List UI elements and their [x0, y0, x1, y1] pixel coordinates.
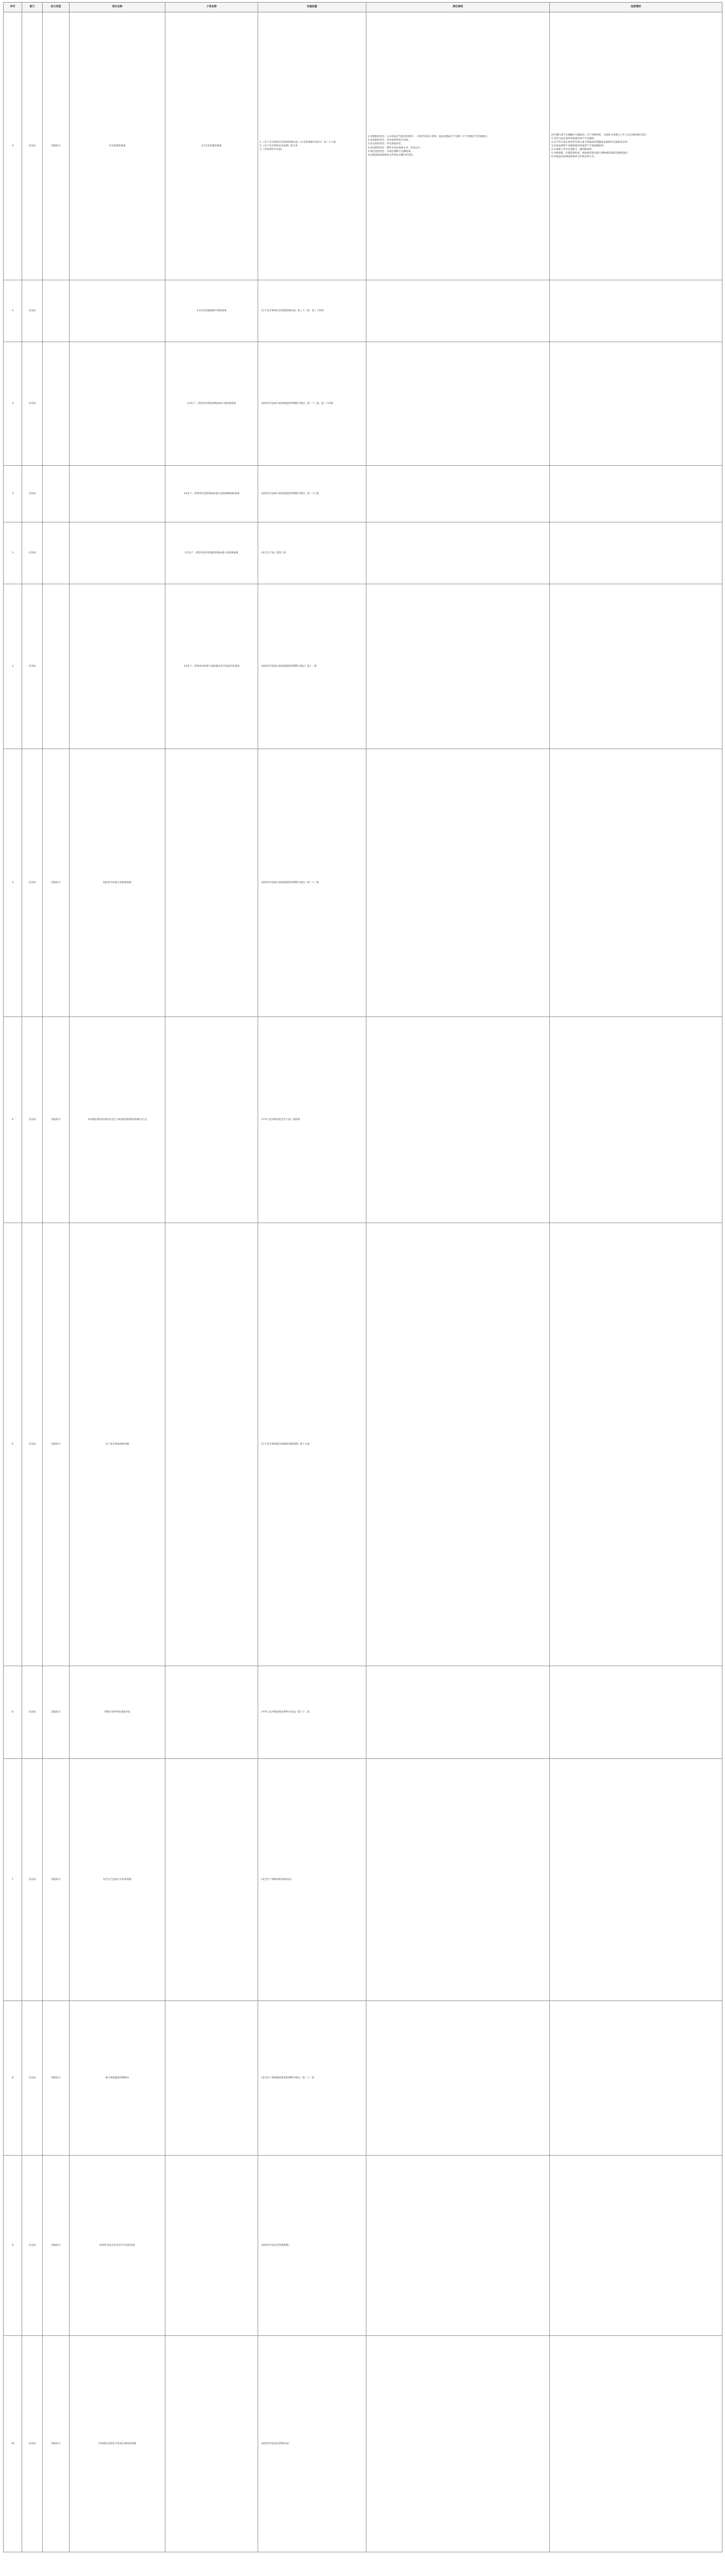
cell-liability [550, 2336, 722, 2552]
cell-basis: 《危险化学品登记管理办法》 [258, 2336, 366, 2552]
header-seq: 序号 [4, 3, 22, 12]
header-dept: 部门 [22, 3, 43, 12]
cell-type [43, 342, 70, 466]
cell-item [70, 466, 165, 522]
cell-item: 危险化学品重大危险源备案 [70, 749, 165, 1017]
cell-type [43, 584, 70, 749]
cell-liability [550, 584, 722, 749]
table-row [4, 584, 722, 749]
cell-seq: 3 [4, 280, 22, 342]
cell-sub: 3.3生产、经营单位的危险物品重大危险源备案 [165, 342, 258, 466]
header-item: 项目名称 [70, 3, 165, 12]
cell-basis: 《安全生产领域举报奖励办法》 [258, 1759, 366, 2001]
cell-dept: 应急局 [22, 2156, 43, 2336]
cell-seq: 3 [4, 522, 22, 584]
cell-type: 其他权力 [43, 1666, 70, 1759]
cell-item [70, 584, 165, 749]
cell-duties [366, 1759, 550, 2001]
cell-sub [165, 1666, 258, 1759]
header-sub: 子项名称 [165, 3, 258, 12]
cell-sub [165, 1223, 258, 1666]
cell-type: 其他权力 [43, 1223, 70, 1666]
cell-basis: 《危险化学品安全管理条例》 [258, 2156, 366, 2336]
cell-type: 其他权力 [43, 2156, 70, 2336]
cell-duties [366, 749, 550, 1017]
cell-basis: 《中华人民共和国突发事件应对法》第六十二条 [258, 1666, 366, 1759]
cell-duties [366, 2336, 550, 2552]
cell-sub [165, 1759, 258, 2001]
cell-item: 对本地区职责范围内安全生产标准化建设情况的统计汇总 [70, 1017, 165, 1223]
cell-basis: 《中华人民共和国安全生产法》第四条 [258, 1017, 366, 1223]
cell-duties [366, 2001, 550, 2156]
cell-dept: 应急局 [22, 749, 43, 1017]
cell-liability [550, 2001, 722, 2156]
cell-seq: 9 [4, 2156, 22, 2336]
cell-dept: 应急局 [22, 2336, 43, 2552]
cell-seq: 3 [4, 342, 22, 466]
header-type: 权力类型 [43, 3, 70, 12]
cell-seq: 4 [4, 1017, 22, 1223]
cell-seq: 3 [4, 749, 22, 1017]
cell-item: 重大事故隐患挂牌督办 [70, 2001, 165, 2156]
cell-duties [366, 584, 550, 749]
cell-liability [550, 1759, 722, 2001]
cell-basis: 《危险化学品重大危险源监督管理暂行规定》第十一条 [258, 584, 366, 749]
cell-dept: 应急局 [22, 466, 43, 522]
cell-liability [550, 1223, 722, 1666]
power-list-table [3, 2, 722, 2552]
cell-basis: 《生产安全事故应急预案管理办法》第三十三条、第三十四条 [258, 280, 366, 342]
cell-item: 生产安全事故调查处理 [70, 1223, 165, 1666]
cell-seq: 10 [4, 2336, 22, 2552]
table-row [4, 466, 722, 522]
cell-sub: 3.2应急预案演练计划的备案 [165, 280, 258, 342]
cell-sub: 3.1应急预案的备案 [165, 12, 258, 280]
cell-dept: 应急局 [22, 2001, 43, 2156]
cell-basis: 《生产安全事故报告和调查处理条例》第十九条 [258, 1223, 366, 1666]
cell-duties [366, 342, 550, 466]
cell-dept: 应急局 [22, 12, 43, 280]
cell-seq: 5 [4, 1223, 22, 1666]
header-duties: 责任事项 [366, 3, 550, 12]
table-row [4, 749, 722, 1017]
cell-type [43, 522, 70, 584]
cell-liability [550, 1666, 722, 1759]
table-row [4, 2336, 722, 2552]
cell-seq: 6 [4, 1666, 22, 1759]
cell-type: 其他权力 [43, 2336, 70, 2552]
cell-basis: 《危险化学品重大危险源监督管理暂行规定》第二十三条 [258, 749, 366, 1017]
cell-seq: 8 [4, 2001, 22, 2156]
table-row [4, 1666, 722, 1759]
table-row [4, 2001, 722, 2156]
cell-seq: 3 [4, 584, 22, 749]
cell-sub [165, 2156, 258, 2336]
cell-dept: 应急局 [22, 1017, 43, 1223]
cell-duties [366, 2156, 550, 2336]
cell-duties [366, 466, 550, 522]
cell-basis: 《危险化学品重大危险源监督管理暂行规定》第二十七条 [258, 466, 366, 522]
cell-type: 其他权力 [43, 12, 70, 280]
cell-liability [550, 466, 722, 522]
table-row [4, 12, 722, 280]
table-row [4, 1017, 722, 1223]
table-row [4, 1759, 722, 2001]
cell-sub: 3.5生产、经营单位的其他危险物品重大危险源备案 [165, 522, 258, 584]
cell-seq: 3 [4, 12, 22, 280]
cell-liability: 因不履行或不正确履行行政职责，有下列情形的，行政机关及相关工作人员应承担相应责任： 1.对符合法定条件的备案申请不予受理的； 2.对不符合法定条件的申请人准予备案或者超越法定职权作出备案决定的； 3.未依法说明不受理备案申请或者不予备案理由的； 4.在备案工作中玩忽职守、滥用职权的； 5.办理备案、实施监督检查，索取或者收受他人财物或者谋取其他利益的； 6.其他违反法律法规规章文件规定的行为。 [550, 12, 722, 280]
table-row [4, 2156, 722, 2336]
cell-sub [165, 1017, 258, 1223]
cell-basis: 《安全生产法》第四十条 [258, 522, 366, 584]
cell-duties [366, 522, 550, 584]
cell-dept: 应急局 [22, 1759, 43, 2001]
header-row [4, 3, 722, 12]
cell-dept: 应急局 [22, 522, 43, 584]
cell-type [43, 280, 70, 342]
cell-liability [550, 522, 722, 584]
cell-type [43, 466, 70, 522]
cell-seq: 7 [4, 1759, 22, 2001]
cell-type: 其他权力 [43, 2001, 70, 2156]
cell-liability [550, 749, 722, 1017]
cell-sub [165, 749, 258, 1017]
table-row [4, 1223, 722, 1666]
cell-item: 安全生产违法行为举报奖励 [70, 1759, 165, 2001]
cell-duties [366, 280, 550, 342]
cell-duties [366, 1666, 550, 1759]
cell-item: 对本地区危险化学品登记情况的审核 [70, 2336, 165, 2552]
cell-duties: 1.受理阶段责任：公示依法应当提交的材料；一次性告知补正材料；依法受理或不予受理（不予受理应当告知理由）。 2.审查阶段责任：对申请材料进行审查。 3.决定阶段责任：作出备案决定。 4.送达阶段责任：制作并送达备案文书，信息公开。 5.事后监管责任：开展定期和不定期检查。 6.其他法律法规规章文件规定应履行的责任。 [366, 12, 550, 280]
cell-type: 其他权力 [43, 749, 70, 1017]
cell-item: 危险化学品企业安全许可证的审查 [70, 2156, 165, 2336]
cell-dept: 应急局 [22, 584, 43, 749]
cell-item [70, 342, 165, 466]
header-liability: 追责情形 [550, 3, 722, 12]
cell-sub [165, 2336, 258, 2552]
cell-type: 其他权力 [43, 1017, 70, 1223]
cell-liability [550, 1017, 722, 1223]
cell-liability [550, 2156, 722, 2336]
cell-dept: 应急局 [22, 280, 43, 342]
cell-sub: 3.6生产、经营单位的重大危险源安全评估报告的备案 [165, 584, 258, 749]
cell-dept: 应急局 [22, 1223, 43, 1666]
table-row [4, 522, 722, 584]
cell-basis: 《危险化学品重大危险源监督管理暂行规定》第二十三条、第二十四条 [258, 342, 366, 466]
cell-dept: 应急局 [22, 1666, 43, 1759]
cell-item [70, 280, 165, 342]
cell-item [70, 522, 165, 584]
cell-seq: 3 [4, 466, 22, 522]
cell-type: 其他权力 [43, 1759, 70, 2001]
cell-basis: 《安全生产事故隐患排查治理暂行规定》第二十一条 [258, 2001, 366, 2156]
cell-sub: 3.4生产、经营单位危险物品的重大危险源核销的备案 [165, 466, 258, 522]
cell-sub [165, 2001, 258, 2156]
cell-dept: 应急局 [22, 342, 43, 466]
cell-liability [550, 280, 722, 342]
table-row [4, 280, 722, 342]
table-row [4, 342, 722, 466]
header-basis: 实施依据 [258, 3, 366, 12]
cell-item: 突然灾害事件的调查评估 [70, 1666, 165, 1759]
cell-liability [550, 342, 722, 466]
cell-duties [366, 1017, 550, 1223]
cell-item: 应急预案的备案 [70, 12, 165, 280]
cell-basis: 1.《生产安全事故应急预案管理办法》（应急管理部令第2号）第二十六条 2.《生产安全事故应急条例》第五条 3.《突发事件应对法》 [258, 12, 366, 280]
cell-duties [366, 1223, 550, 1666]
